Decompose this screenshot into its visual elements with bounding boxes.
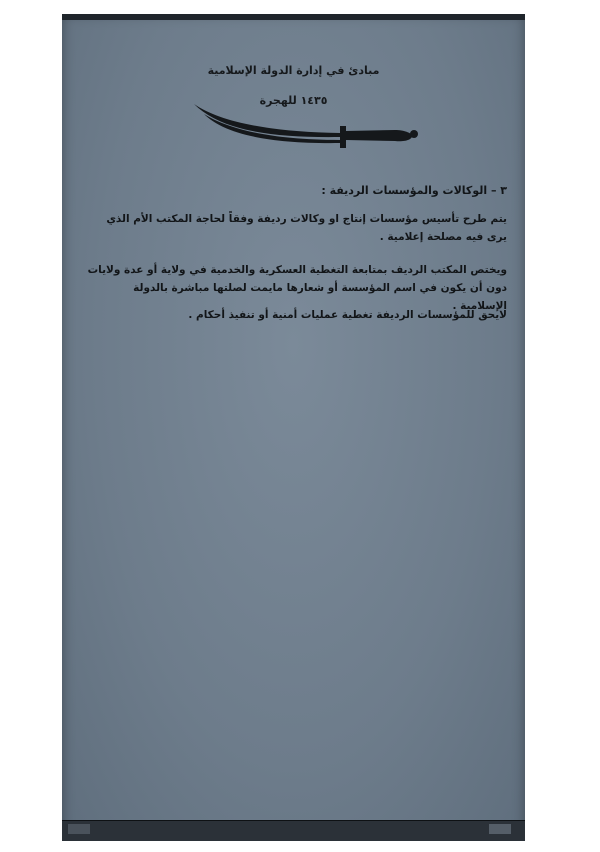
paragraph-3: لايحق للمؤسسات الرديفة تغطية عمليات أمنية أو تنفيذ أحكام . — [188, 309, 507, 321]
document-header-date: ١٤٣٥ للهجرة — [259, 94, 328, 107]
footer-mark-left — [68, 824, 90, 834]
section-title: ٣ – الوكالات والمؤسسات الرديفة : — [321, 184, 507, 197]
page-footer-bar — [62, 820, 525, 841]
page-footer-rule — [62, 820, 525, 821]
paragraph-1: يتم طرح تأسيس مؤسسات إنتاج او وكالات رديفة وفقاً لحاجة المكتب الأم الذي يرى فيه مصلحة إعلامية . — [106, 213, 507, 243]
sword-icon — [190, 100, 420, 148]
page-top-edge — [62, 14, 525, 20]
document-header-title: مبادئ في إدارة الدولة الإسلامية — [207, 64, 380, 77]
footer-mark-right — [489, 824, 511, 834]
document-page — [62, 14, 525, 841]
paragraph-2: ويختص المكتب الرديف بمتابعة التغطية العسكرية والخدمية في ولاية أو عدة ولايات دون أن يكون في اسم المؤسسة أو شعارها مايمت لصلتها مباشرة بالدولة الإسلامية . — [87, 264, 507, 312]
